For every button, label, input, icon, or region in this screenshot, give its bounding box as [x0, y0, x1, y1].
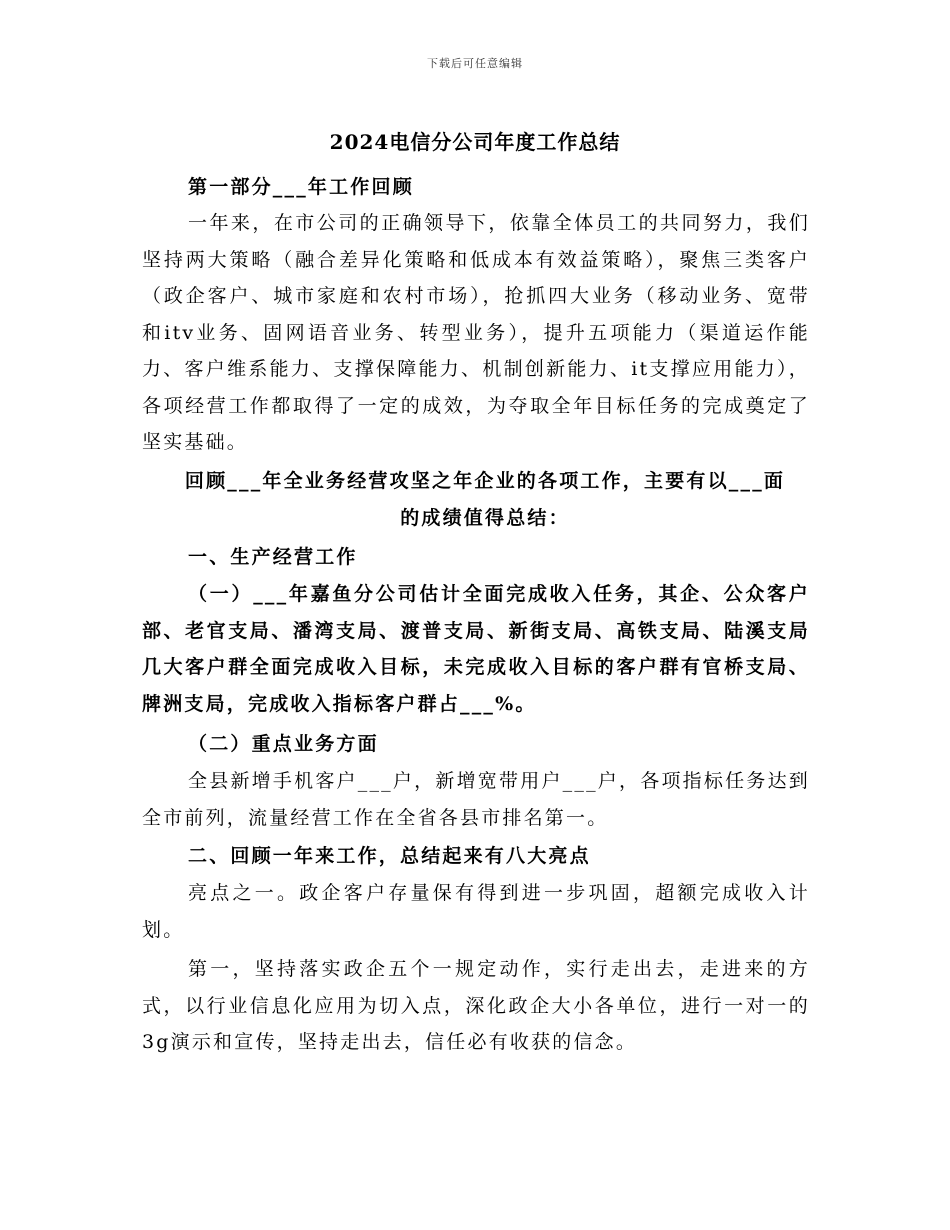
section-heading-part1: 第一部分___年工作回顾: [188, 176, 414, 198]
highlight-one-paragraph: 亮点之一。政企客户存量保有得到进一步巩固，超额完成收入计划。: [142, 882, 810, 941]
review-heading: 回顾___年全业务经营攻坚之年企业的各项工作，主要有以___面的成绩值得总结：: [184, 470, 786, 529]
heading-production: 一、生产经营工作: [188, 546, 358, 568]
intro-paragraph: 一年来，在市公司的正确领导下，依靠全体员工的共同努力，我们坚持两大策略（融合差异化策略和低成本有效益策略），聚焦三类客户（政企客户、城市家庭和农村市场），抢抓四大业务（移动业务、宽带和itv业务、固网语音业务、转型业务），提升五项能力（渠道运作能力、客户维系能力、支撑保障能力、机制创新能力、it支撑应用能力），各项经营工作都取得了一定的成效，为夺取全年目标任务的完成奠定了坚实基础。: [142, 212, 810, 453]
item-two-paragraph: 全县新增手机客户___户，新增宽带用户___户，各项指标任务达到全市前列，流量经营工作在全省各县市排名第一。: [142, 770, 810, 829]
item-one-paragraph: （一）___年嘉鱼分公司估计全面完成收入任务，其企、公众客户部、老官支局、潘湾支局、渡普支局、新街支局、高铁支局、陆溪支局几大客户群全面完成收入目标，未完成收入目标的客户群有官桥支局、牌洲支局，完成收入指标客户群占___%。: [142, 583, 810, 715]
item-two-heading: （二）重点业务方面: [188, 733, 379, 755]
document-title: 2024电信分公司年度工作总结: [329, 130, 621, 154]
heading-highlights: 二、回顾一年来工作，总结起来有八大亮点: [188, 845, 591, 867]
first-point-paragraph: 第一，坚持落实政企五个一规定动作，实行走出去，走进来的方式，以行业信息化应用为切入点，深化政企大小各单位，进行一对一的3g演示和宣传，坚持走出去，信任必有收获的信念。: [142, 958, 810, 1053]
page-header: 下载后可任意编辑: [427, 57, 523, 70]
